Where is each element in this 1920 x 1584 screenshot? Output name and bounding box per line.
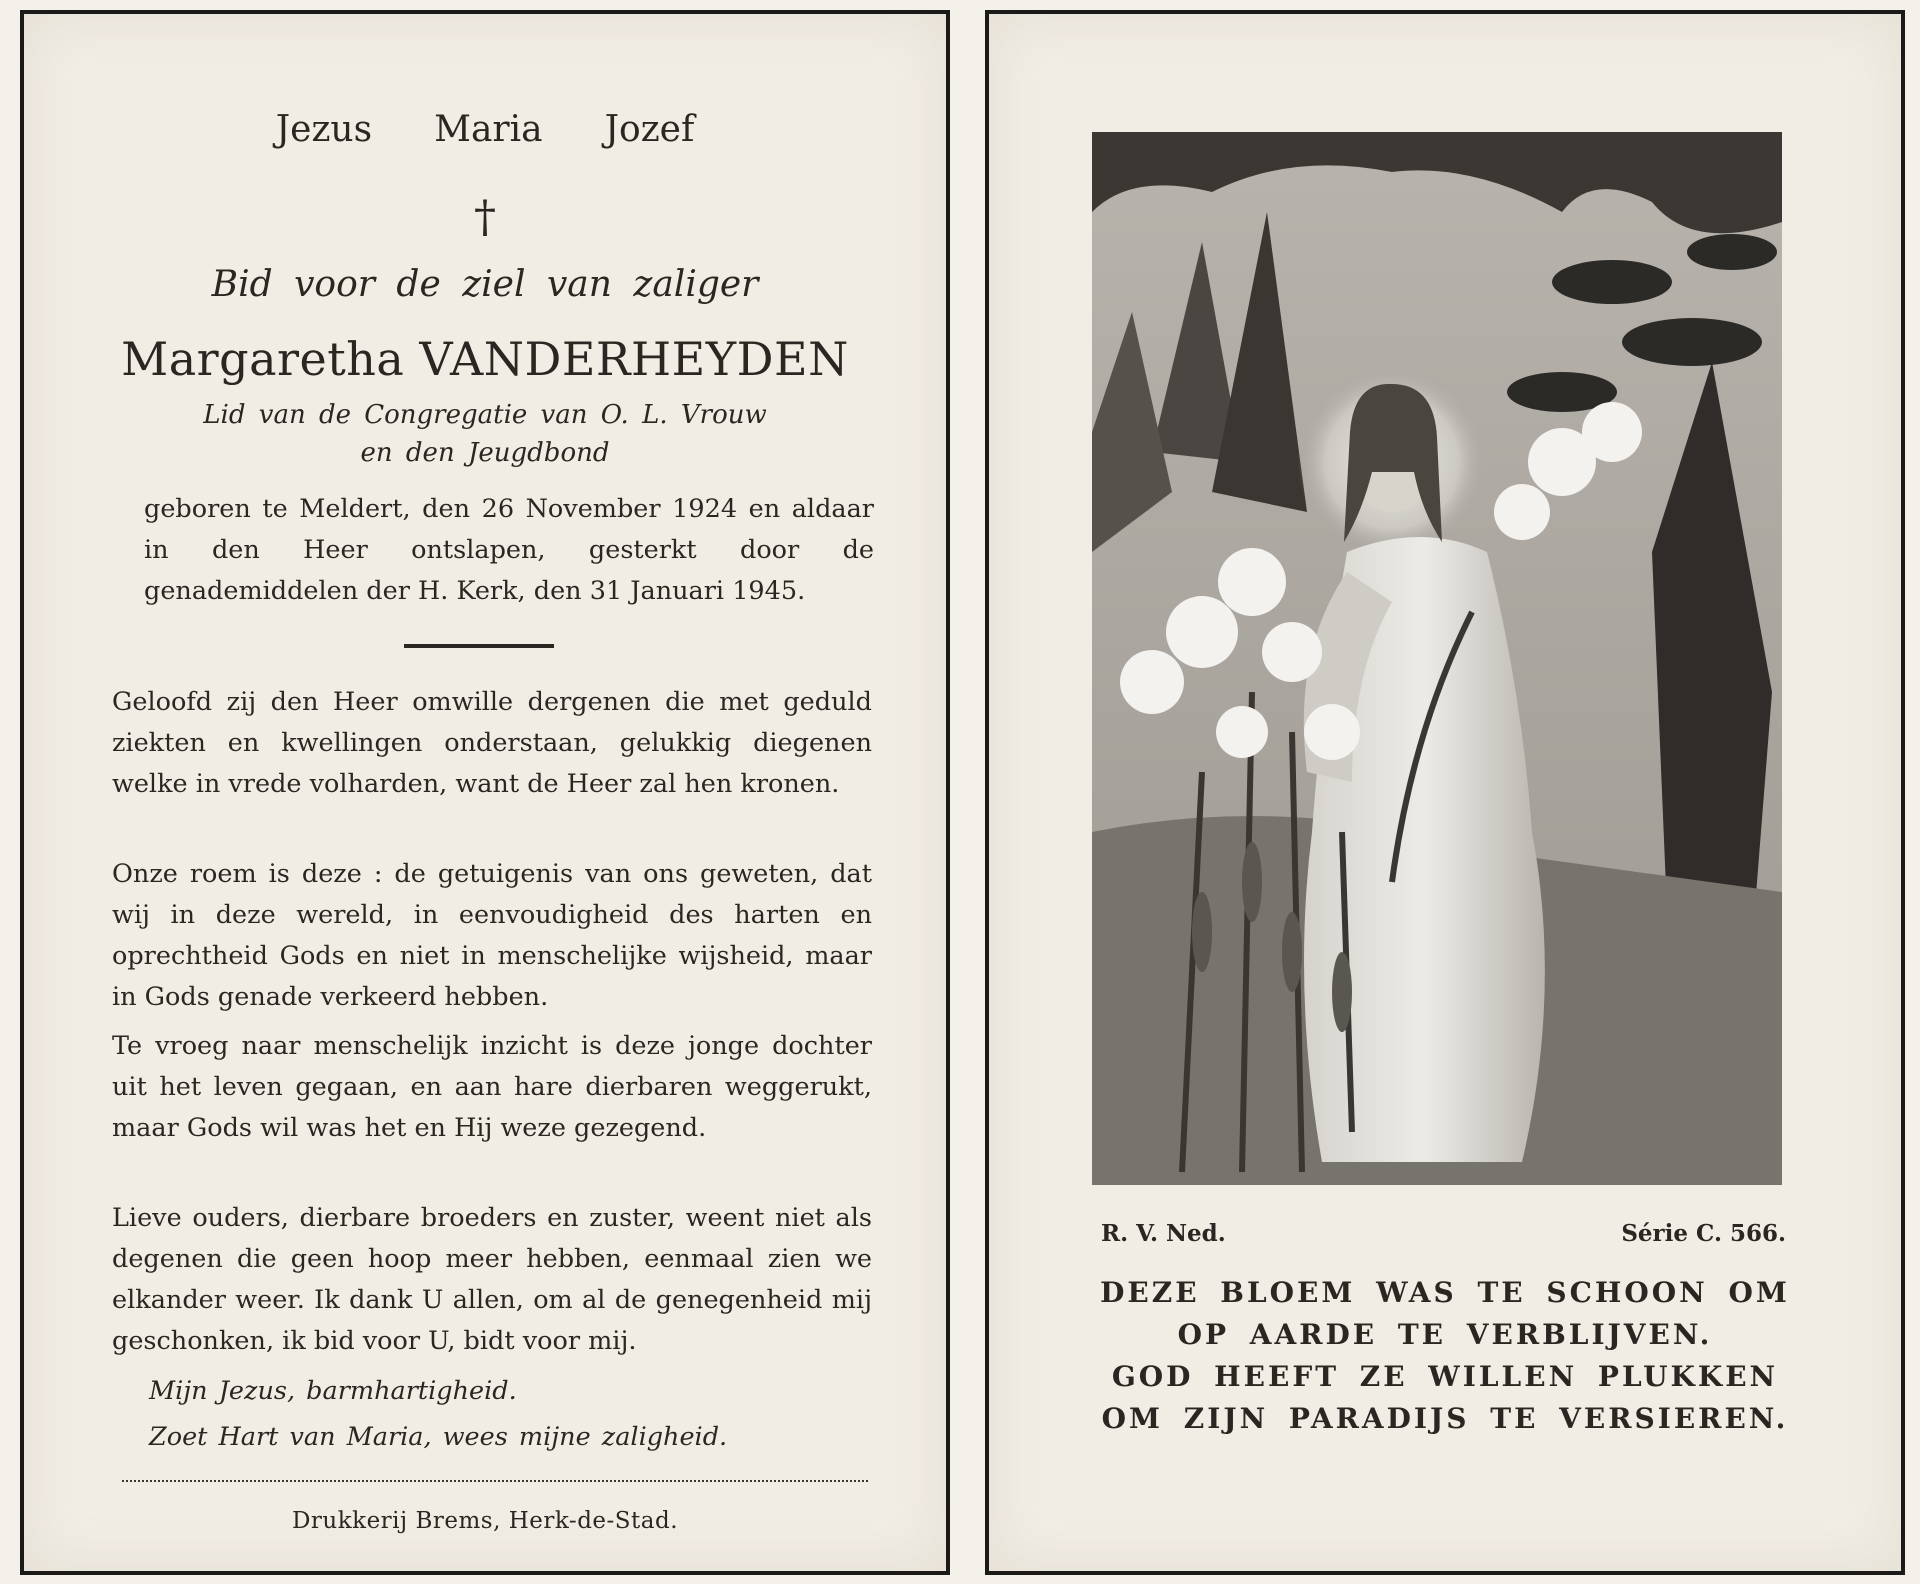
series-caption: Série C. 566. (1621, 1220, 1786, 1247)
verse-line: OM ZIJN PARADIJS TE VERSIEREN. (1101, 1402, 1789, 1435)
footer-divider (122, 1480, 868, 1482)
ejaculation-prayer-2: Zoet Hart van Maria, wees mijne zaligheid. (149, 1422, 728, 1452)
name-jozef: Jozef (604, 109, 695, 150)
deceased-name: Margaretha VANDERHEYDEN (121, 332, 849, 386)
ejaculation-prayer-1: Mijn Jezus, barmhartigheid. (149, 1376, 517, 1406)
verse-line: GOD HEEFT ZE WILLEN PLUKKEN (1111, 1360, 1779, 1393)
paragraph: Lieve ouders, dierbare broeders en zuster, weent niet als degenen die geen hoop meer hebben, eenmaal zien we elkander weer. Ik dank U allen, om al de genegenheid mij geschonken, ik bid voor U, bidt voor mij. (112, 1203, 872, 1356)
memorial-card-text (20, 10, 950, 1575)
paragraph: Onze roem is deze : de getuigenis van ons geweten, dat wij in deze wereld, in eenvoudigheid des harten en oprechtheid Gods en niet in menschelijke wijsheid, maar in Gods genade verkeerd hebben. (112, 859, 872, 1012)
verse-line: DEZE BLOEM WAS TE SCHOON OM (1100, 1276, 1790, 1309)
birth-death-text: geboren te Meldert, den 26 November 1924 en aldaar in den Heer ontslapen, gesterkt door de genademiddelen der H. Kerk, den 31 Januari 1945. (144, 494, 874, 606)
name-jezus: Jezus (275, 109, 373, 150)
verse-line: OP AARDE TE VERBLIJVEN. (1177, 1318, 1713, 1351)
affiliation-line-2: en den Jeugdbond (360, 438, 610, 468)
paragraph: Geloofd zij den Heer omwille dergenen die met geduld ziekten en kwellingen onderstaan, gelukkig diegenen welke in vrede volharden, want de Heer zal hen kronen. (112, 687, 872, 799)
printer-credit: Drukkerij Brems, Herk-de-Stad. (291, 1508, 679, 1534)
publisher-caption: R. V. Ned. (1101, 1220, 1226, 1247)
cross-icon: † (474, 192, 496, 243)
paragraph: Te vroeg naar menschelijk inzicht is deze jonge dochter uit het leven gegaan, en aan hare dierbaren weggerukt, maar Gods wil was het en Hij weze gezegend. (112, 1031, 872, 1143)
name-maria: Maria (434, 109, 543, 150)
divider (404, 644, 554, 648)
illustration-svg (1092, 132, 1782, 1185)
prayer-intro: Bid voor de ziel van zaliger (211, 264, 759, 305)
affiliation-line-1: Lid van de Congregatie van O. L. Vrouw (203, 400, 767, 430)
holy-names (24, 109, 946, 150)
memorial-card-image (985, 10, 1905, 1575)
jesus-with-lilies-illustration (1092, 132, 1782, 1185)
